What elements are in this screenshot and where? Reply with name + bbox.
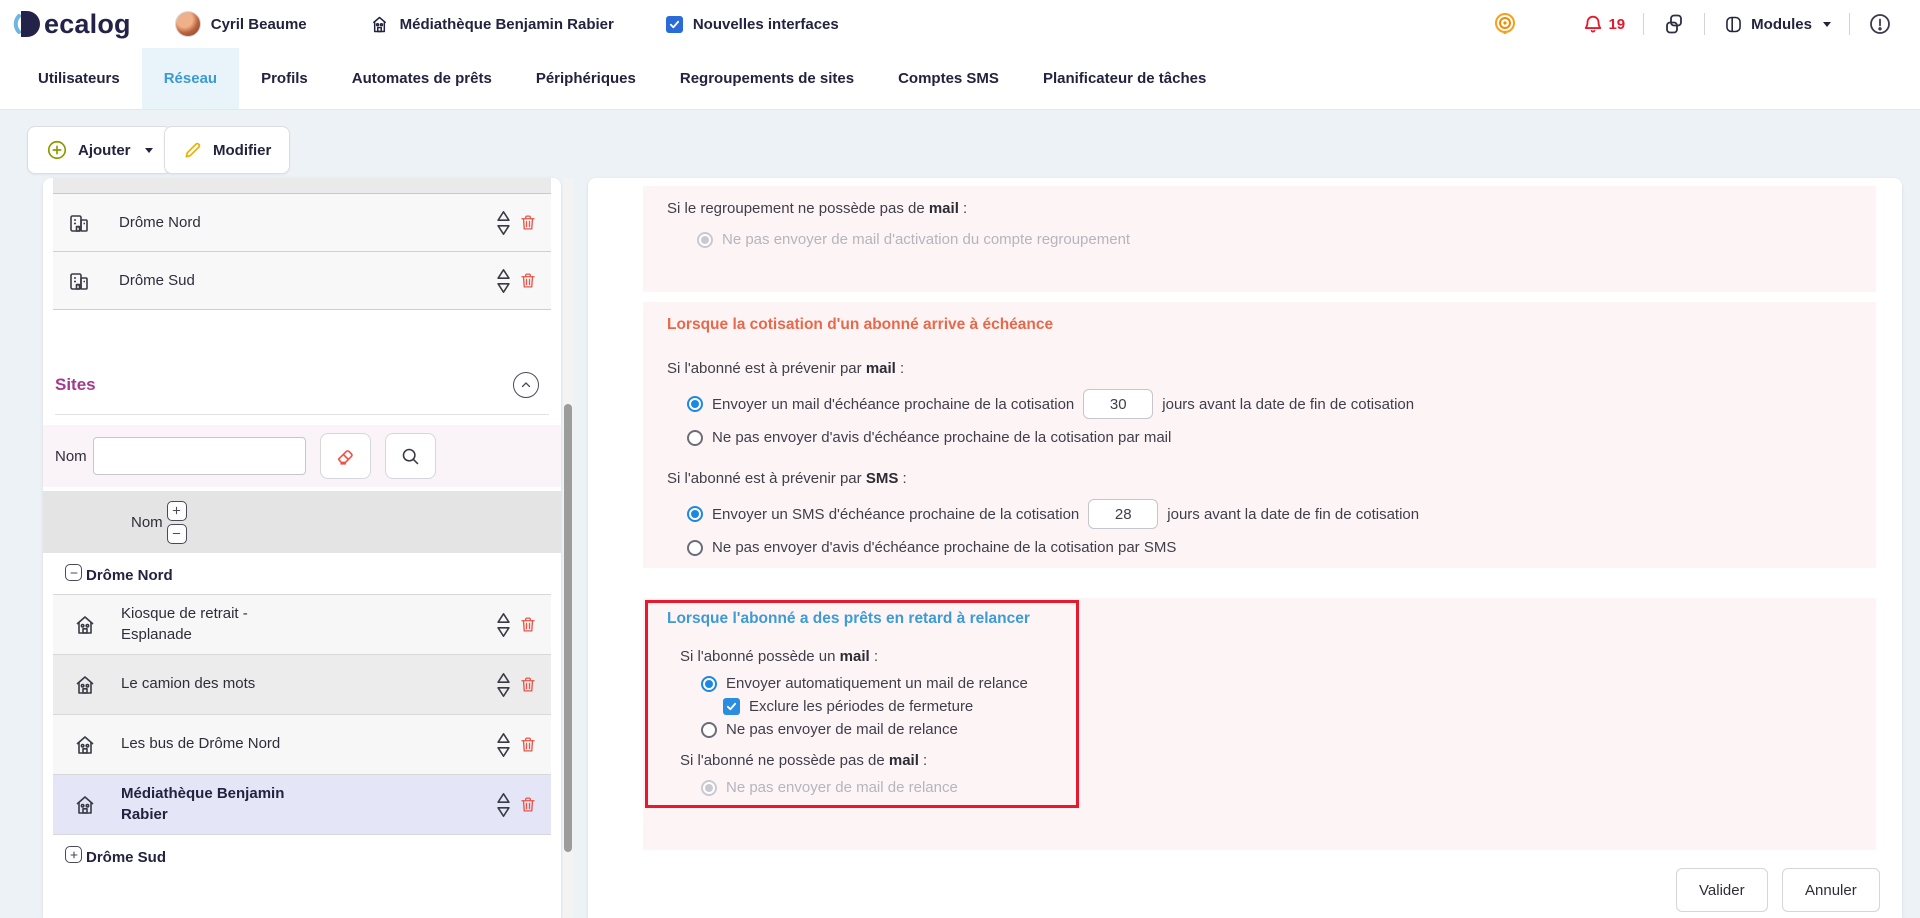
site-row-kiosque[interactable] <box>53 595 551 655</box>
tab-planificateur-de-taches[interactable]: Planificateur de tâches <box>1042 70 1207 87</box>
sms-days-input[interactable] <box>1088 499 1158 529</box>
trash-icon[interactable] <box>519 795 537 814</box>
site-row-les-bus[interactable] <box>53 715 551 775</box>
modules-menu[interactable] <box>1723 14 1831 35</box>
modules-icon <box>1723 14 1744 35</box>
site-row-camion[interactable] <box>53 655 551 715</box>
tree-group-drome-nord[interactable] <box>65 567 561 584</box>
radio-auto-relance-mail[interactable] <box>701 676 717 692</box>
trash-icon[interactable] <box>519 271 537 290</box>
radio-no-activation-mail <box>697 232 713 248</box>
logo-text: ecalog <box>44 8 131 39</box>
checkbox-exclude-closures[interactable] <box>723 698 740 715</box>
radio-label: Envoyer automatiquement un mail de relance <box>726 675 1028 692</box>
tab-reseau[interactable]: Réseau <box>142 48 239 109</box>
sites-section-title: Sites <box>55 375 96 394</box>
checkbox-label: Exclure les périodes de fermeture <box>749 698 974 715</box>
site-name: Médiathèque Benjamin Rabier <box>121 785 285 823</box>
tree-group-drome-sud[interactable] <box>65 849 561 866</box>
decalog-logo-icon <box>12 8 42 40</box>
radio-no-sms-echeance[interactable] <box>687 540 703 556</box>
eraser-icon <box>334 445 356 467</box>
tree-header-label: Nom <box>131 513 163 531</box>
edit-button-label: Modifier <box>213 141 272 159</box>
tree-group-label: Drôme Nord <box>86 567 173 584</box>
checkbox-checked-icon[interactable] <box>666 16 683 33</box>
radio-label: Ne pas envoyer de mail de relance <box>726 779 958 796</box>
move-up-icon[interactable] <box>496 792 511 804</box>
user-chip[interactable] <box>175 11 307 37</box>
submit-button[interactable]: Valider <box>1676 868 1768 912</box>
site-name: Le camion des mots <box>121 675 256 693</box>
radio-label: Ne pas envoyer d'avis d'échéance prochaine de la cotisation par SMS <box>712 539 1177 556</box>
new-interfaces-toggle[interactable] <box>666 16 839 33</box>
radio-label-suffix: jours avant la date de fin de cotisation <box>1162 395 1415 413</box>
house-icon <box>73 793 97 817</box>
section-title-relance: Lorsque l'abonné a des prêts en retard à relancer <box>667 610 1030 627</box>
condition-abonne-no-mail: Si l'abonné ne possède pas de mail : <box>680 752 928 769</box>
site-search-input[interactable] <box>93 437 306 475</box>
site-name: Kiosque de retrait - Esplanade <box>121 605 248 643</box>
search-button[interactable] <box>385 433 436 479</box>
radio-label: Ne pas envoyer de mail d'activation du compte regroupement <box>722 231 1131 248</box>
trash-icon[interactable] <box>519 675 537 694</box>
new-interfaces-label: Nouvelles interfaces <box>692 15 839 33</box>
radio-label: Ne pas envoyer d'avis d'échéance prochaine de la cotisation par mail <box>712 429 1172 446</box>
move-down-icon[interactable] <box>496 626 511 638</box>
mail-days-input[interactable] <box>1083 389 1153 419</box>
add-button[interactable] <box>27 126 172 174</box>
trash-icon[interactable] <box>519 213 537 232</box>
library-chip[interactable] <box>369 14 614 35</box>
house-icon <box>73 673 97 697</box>
radio-send-sms-echeance[interactable] <box>687 506 703 522</box>
library-name: Médiathèque Benjamin Rabier <box>399 15 614 33</box>
plus-square-icon[interactable] <box>65 846 82 863</box>
group-row-drome-nord[interactable] <box>53 194 551 252</box>
expand-all-button[interactable] <box>167 501 187 521</box>
move-down-icon[interactable] <box>496 746 511 758</box>
site-search-label: Nom <box>55 447 87 465</box>
header-divider <box>1704 13 1705 35</box>
sidebar-scrollbar <box>563 178 573 918</box>
move-up-icon[interactable] <box>496 612 511 624</box>
tab-utilisateurs[interactable]: Utilisateurs <box>38 70 120 87</box>
condition-abonne-mail: Si l'abonné est à prévenir par mail : <box>667 360 905 377</box>
building-icon <box>67 269 91 293</box>
chevron-down-icon <box>145 148 153 153</box>
radio-label: Envoyer un mail d'échéance prochaine de la cotisation <box>712 395 1075 413</box>
section-relance-retard <box>643 598 1876 850</box>
link-icon[interactable] <box>1662 12 1686 36</box>
top-header <box>0 0 1920 48</box>
move-down-icon[interactable] <box>496 282 511 294</box>
radio-label: Ne pas envoyer de mail de relance <box>726 721 958 738</box>
modules-label: Modules <box>1751 15 1812 33</box>
collapse-sites-button[interactable] <box>513 372 539 398</box>
move-down-icon[interactable] <box>496 686 511 698</box>
trash-icon[interactable] <box>519 615 537 634</box>
condition-abonne-sms: Si l'abonné est à prévenir par SMS : <box>667 470 907 487</box>
clear-search-button[interactable] <box>320 433 371 479</box>
house-icon <box>73 613 97 637</box>
radio-send-mail-echeance[interactable] <box>687 396 703 412</box>
radio-label-suffix: jours avant la date de fin de cotisation <box>1167 505 1420 523</box>
decalog-logo[interactable] <box>12 8 131 40</box>
trash-icon[interactable] <box>519 735 537 754</box>
condition-abonne-has-mail: Si l'abonné possède un mail : <box>680 648 879 665</box>
radio-no-relance-mail[interactable] <box>701 722 717 738</box>
bell-icon <box>1582 13 1604 35</box>
site-row-mediatheque-benjamin-rabier[interactable] <box>53 775 551 835</box>
minus-square-icon[interactable] <box>65 564 82 581</box>
section-regroupement-mail <box>643 186 1876 292</box>
add-button-label: Ajouter <box>78 141 131 159</box>
search-icon <box>400 446 421 467</box>
group-row-drome-sud[interactable] <box>53 252 551 310</box>
site-tree-header <box>43 491 561 553</box>
tab-automates-de-prets[interactable]: Automates de prêts <box>351 70 492 87</box>
radio-label: Envoyer un SMS d'échéance prochaine de la cotisation <box>712 505 1080 523</box>
radio-no-relance-mail-disabled <box>701 780 717 796</box>
divider <box>55 414 549 415</box>
tab-regroupements-de-sites[interactable]: Regroupements de sites <box>679 70 855 87</box>
cancel-button[interactable]: Annuler <box>1782 868 1880 912</box>
collapse-all-button[interactable] <box>167 524 187 544</box>
header-divider <box>1849 13 1850 35</box>
info-icon[interactable] <box>1868 12 1892 36</box>
tab-peripheriques[interactable]: Périphériques <box>535 70 636 87</box>
house-icon <box>73 733 97 757</box>
beacon-icon[interactable] <box>1492 11 1518 37</box>
site-name: Les bus de Drôme Nord <box>121 735 281 753</box>
module-tabbar <box>0 48 1920 110</box>
pencil-icon <box>183 140 203 160</box>
network-sidebar <box>43 178 561 918</box>
header-divider <box>1643 13 1644 35</box>
move-up-icon[interactable] <box>496 268 511 280</box>
scrolled-row-remnant <box>53 178 551 194</box>
condition-regroupement-no-mail: Si le regroupement ne possède pas de mail : <box>667 200 968 217</box>
move-up-icon[interactable] <box>496 732 511 744</box>
site-search-bar <box>43 425 561 487</box>
move-up-icon[interactable] <box>496 210 511 222</box>
tab-profils[interactable]: Profils <box>261 70 308 87</box>
avatar <box>175 11 201 37</box>
section-title-cotisation: Lorsque la cotisation d'un abonné arrive à échéance <box>667 316 1054 333</box>
notifications-button[interactable] <box>1582 13 1625 35</box>
move-down-icon[interactable] <box>496 224 511 236</box>
chevron-down-icon <box>1823 22 1831 27</box>
edit-button[interactable] <box>164 126 290 174</box>
move-up-icon[interactable] <box>496 672 511 684</box>
library-building-icon <box>369 14 390 35</box>
building-icon <box>67 211 91 235</box>
notification-count: 19 <box>1608 15 1626 33</box>
scrollbar-thumb[interactable] <box>564 404 572 852</box>
tree-group-label: Drôme Sud <box>86 849 167 866</box>
plus-circle-icon <box>46 139 68 161</box>
move-down-icon[interactable] <box>496 806 511 818</box>
radio-no-mail-echeance[interactable] <box>687 430 703 446</box>
tab-comptes-sms[interactable]: Comptes SMS <box>898 70 999 87</box>
user-name: Cyril Beaume <box>210 15 307 33</box>
settings-panel <box>588 178 1902 918</box>
section-cotisation-echeance <box>643 302 1876 568</box>
group-name: Drôme Nord <box>119 214 201 231</box>
group-name: Drôme Sud <box>119 272 195 289</box>
